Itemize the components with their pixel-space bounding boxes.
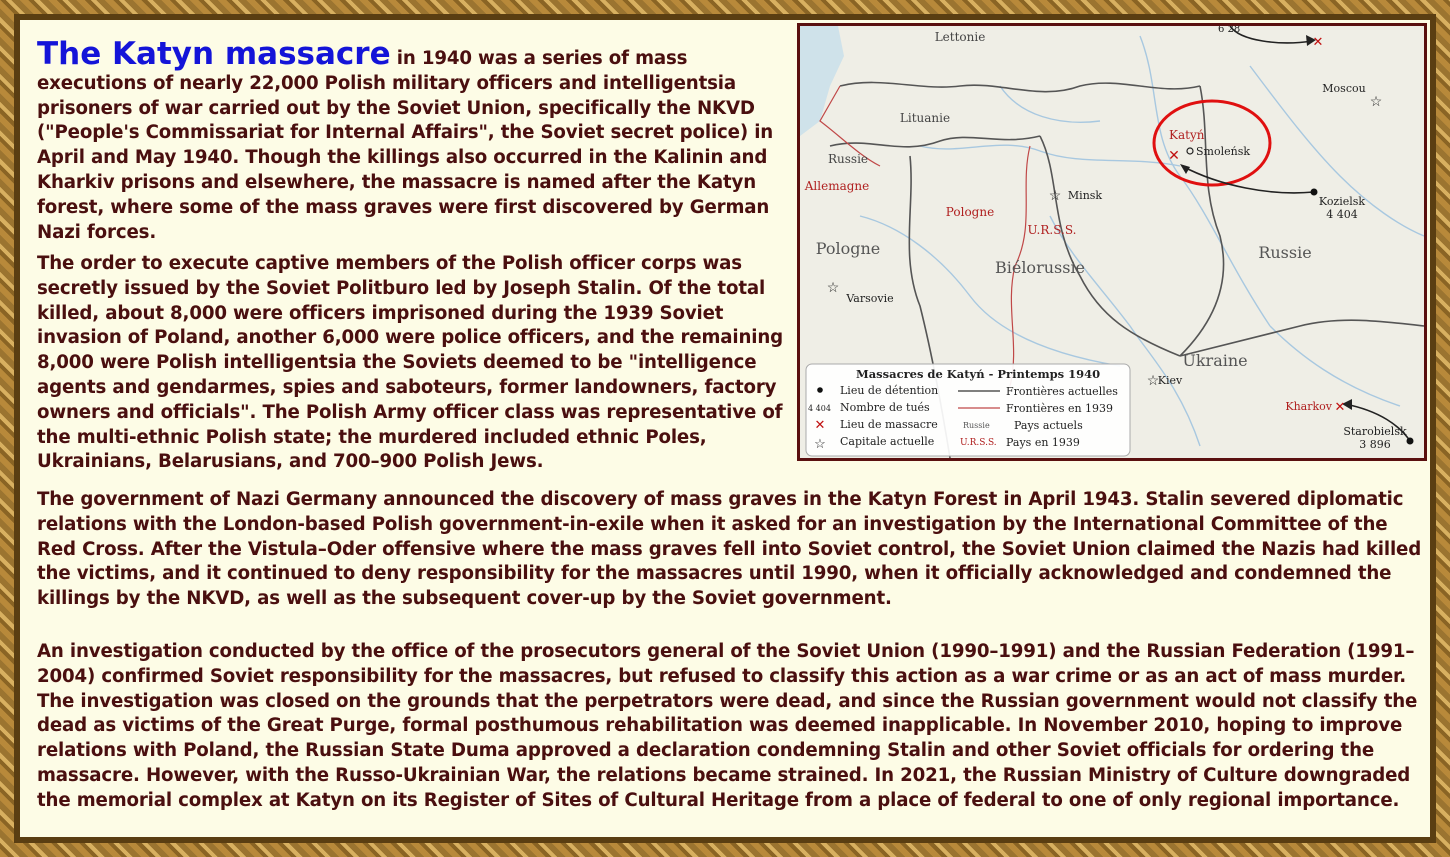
massacre-x-icon: ✕ bbox=[814, 418, 826, 433]
label-russie: Russie bbox=[1258, 243, 1312, 262]
city-dot-icon bbox=[1187, 148, 1193, 154]
label-urss: U.R.S.S. bbox=[1027, 223, 1077, 237]
massacre-x-icon: ✕ bbox=[1334, 400, 1346, 415]
legend-borders-now: Frontières actuelles bbox=[1006, 385, 1118, 398]
legend-killed: Nombre de tués bbox=[840, 401, 930, 414]
detention-dot-icon bbox=[1407, 438, 1414, 445]
capital-star-icon: ☆ bbox=[1146, 373, 1160, 389]
label-russie-west: Russie bbox=[827, 152, 869, 166]
label-bielorussie: Biélorussie bbox=[994, 258, 1086, 277]
order-paragraph: The order to execute captive members of the Polish officer corps was secretly issued by the Soviet Politburo led by Joseph Stalin. Of the total killed, about 8,000 were officers imprisoned during the 1939 Soviet invasion of Poland, another 6,000 were police officers, and the remaining 8,000 were Polish intelligentsia the Soviets deemed to be "intelligence agents and gendarmes, spies and saboteurs, former landowners, factory owners and officials". The Polish Army officer class was representative of the multi-ethnic Polish state; the murdered included ethnic Poles, Ukrainians, Belarusians, and 700–900 Polish Jews. bbox=[37, 253, 784, 473]
legend-sample-1939: U.R.S.S. bbox=[960, 438, 997, 448]
legend-title: Massacres de Katyń - Printemps 1940 bbox=[856, 367, 1101, 381]
katyn-map bbox=[797, 23, 1427, 461]
legend-countries-1939: Pays en 1939 bbox=[1006, 436, 1080, 449]
label-smolensk: Smoleńsk bbox=[1196, 145, 1251, 158]
legend-borders-1939: Frontières en 1939 bbox=[1006, 402, 1114, 415]
massacre-x-icon: ✕ bbox=[1312, 35, 1324, 50]
label-kiev: Kiev bbox=[1157, 374, 1183, 387]
legend-sample-count: 4 404 bbox=[808, 404, 831, 413]
label-allemagne: Allemagne bbox=[804, 179, 870, 193]
label-minsk: Minsk bbox=[1067, 189, 1103, 202]
borders-1939 bbox=[820, 86, 1030, 386]
label-ukraine: Ukraine bbox=[1182, 351, 1248, 370]
map-legend bbox=[806, 364, 1130, 456]
slide-title: The Katyn massacre bbox=[37, 36, 391, 72]
label-kharkov: Kharkov bbox=[1285, 400, 1332, 413]
baltic-sea bbox=[800, 26, 844, 136]
label-kozielsk: Kozielsk bbox=[1318, 195, 1366, 208]
label-starobielsk-count: 3 896 bbox=[1359, 438, 1391, 451]
intro-text: in 1940 was a series of mass executions of nearly 22,000 Polish military officers and intelligentsia prisoners of war carried out by the Soviet Union, specifically the NKVD ("People's Commissariat for Internal Affairs", the Soviet secret police) in April and May 1940. Though the killings also occurred in the Kalinin and Kharkiv prisons and elsewhere, the massacre is named after the Katyn forest, where some of the mass graves were first discovered by German Nazi forces. bbox=[37, 48, 774, 243]
label-pologne: Pologne bbox=[815, 239, 881, 258]
investigation-paragraph: An investigation conducted by the office of the prosecutors general of the Soviet Union (1990–1991) and the Russian Federation (1991–2004) confirmed Soviet responsibility for the massacres, but refused to classify this action as a war crime or as an act of mass murder. The investigation was closed on the grounds that the perpetrators were dead, and since the Russian government would not classify the dead as victims of the Great Purge, formal posthumous rehabilitation was deemed inapplicable. In November 2010, hoping to improve relations with Poland, the Russian State Duma approved a declaration condemning Stalin and other Soviet officials for ordering the massacre. However, with the Russo-Ukrainian War, the relations became strained. In 2021, the Russian Ministry of Culture downgraded the memorial complex at Katyn on its Register of Sites of Cultural Heritage from a place of federal to one of only regional importance. bbox=[37, 641, 1418, 811]
detention-dot-icon bbox=[817, 387, 823, 393]
label-lituanie: Lituanie bbox=[899, 111, 951, 125]
capital-star-icon: ☆ bbox=[814, 437, 826, 452]
slide-content bbox=[20, 20, 1430, 837]
legend-massacre: Lieu de massacre bbox=[840, 418, 938, 431]
label-top-count: 6 28 bbox=[1218, 26, 1241, 35]
capital-star-icon: ☆ bbox=[826, 280, 840, 296]
capital-star-icon: ☆ bbox=[1048, 188, 1062, 204]
capital-star-icon: ☆ bbox=[1369, 94, 1383, 110]
detention-dot-icon bbox=[1311, 189, 1318, 196]
label-katyn: Katyń bbox=[1169, 128, 1205, 142]
label-pologne-1939: Pologne bbox=[945, 205, 995, 219]
discovery-paragraph: The government of Nazi Germany announced the discovery of mass graves in the Katyn Forest in April 1943. Stalin severed diplomatic relations with the London-based Polish government-in-exile when it asked for an investigation by the International Committee of the Red Cross. After the Vistula–Oder offensive where the mass graves fell into Soviet control, the Soviet Union claimed the Nazis had killed the victims, and it continued to deny responsibility for the massacres until 1990, when it officially acknowledged and condemned the killings by the NKVD, as well as the subsequent cover-up by the Soviet government. bbox=[37, 489, 1422, 610]
label-kozielsk-count: 4 404 bbox=[1326, 208, 1358, 221]
label-starobielsk: Starobielsk bbox=[1343, 425, 1407, 438]
label-lettonie: Lettonie bbox=[934, 30, 986, 44]
massacre-x-icon: ✕ bbox=[1168, 148, 1180, 164]
legend-sample-country: Russie bbox=[963, 421, 990, 430]
katyn-highlight-circle bbox=[1154, 101, 1270, 185]
intro-paragraph bbox=[37, 36, 797, 245]
legend-capital: Capitale actuelle bbox=[840, 435, 935, 448]
legend-detention: Lieu de détention bbox=[840, 384, 939, 397]
legend-countries-now: Pays actuels bbox=[1014, 419, 1083, 432]
label-moscou: Moscou bbox=[1322, 82, 1366, 95]
label-varsovie: Varsovie bbox=[846, 292, 894, 305]
